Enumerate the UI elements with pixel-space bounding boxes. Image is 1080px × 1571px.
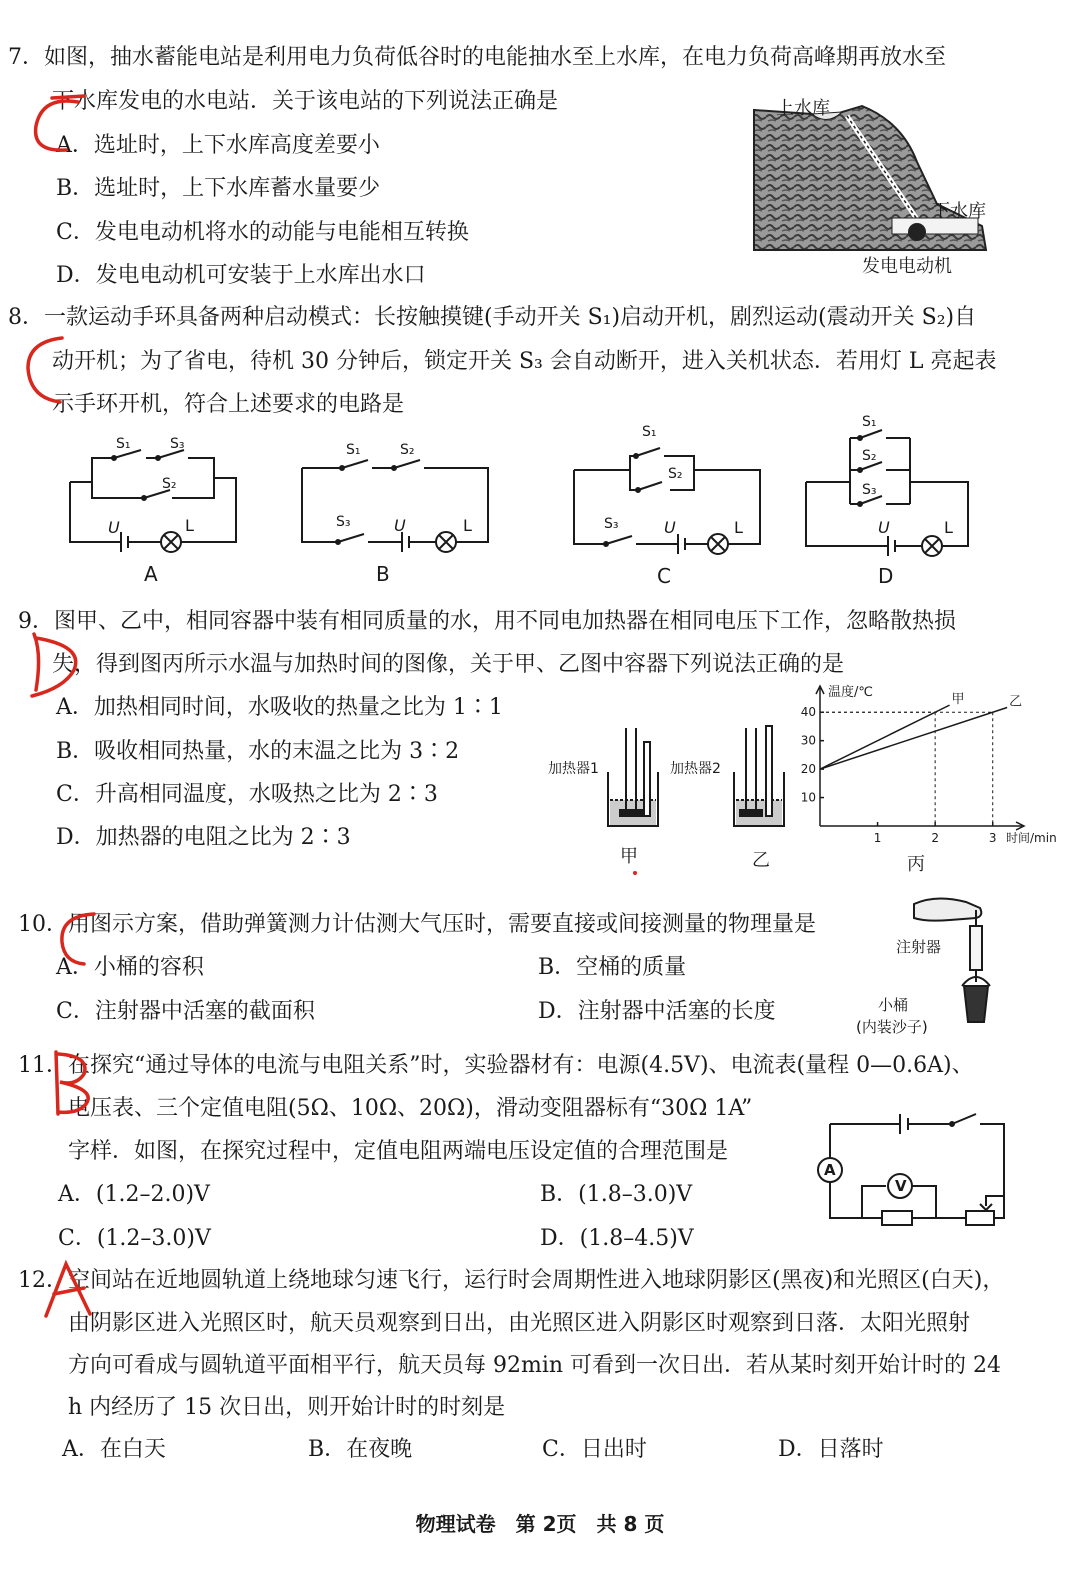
- chart-x-tick-label: 2: [931, 831, 939, 845]
- q12-stem-line4: h 内经历了 15 次日出，则开始计时的时刻是: [68, 1395, 506, 1420]
- q11-voltmeter-label: V: [895, 1177, 907, 1195]
- q12-option-d: D．日落时: [778, 1437, 884, 1462]
- q7-option-b: B．选址时，上下水库蓄水量要少: [56, 176, 381, 201]
- q8-label-b: B: [376, 562, 390, 586]
- q8b-s3: S₃: [336, 514, 351, 530]
- q8b-l: L: [463, 516, 472, 535]
- q8-stem-line1: 8．一款运动手环具备两种启动模式：长按触摸键(手动开关 S₁)启动开机，剧烈运动(震动开关 S₂)自: [8, 305, 977, 330]
- q11-stem-line3: 字样．如图，在探究过程中，定值电阻两端电压设定值的合理范围是: [68, 1139, 729, 1164]
- q8-stem-line3: 示手环开机，符合上述要求的电路是: [52, 392, 405, 417]
- q8c-l: L: [734, 518, 743, 537]
- q8b-s2: S₂: [400, 442, 415, 458]
- q8c-s1: S₁: [642, 424, 657, 440]
- q7-stem-line2: 下水库发电的水电站．关于该电站的下列说法正确是: [52, 89, 559, 114]
- q9-label-bing: 丙: [907, 854, 925, 875]
- chart-series-line-2: [820, 707, 1007, 769]
- q10-option-c: C．注射器中活塞的截面积: [56, 999, 315, 1024]
- q10-label-bucket: 小桶: [878, 996, 909, 1014]
- q8a-s3: S₃: [170, 436, 185, 452]
- chart-x-tick-label: 1: [873, 831, 882, 845]
- q8c-s2: S₂: [668, 466, 683, 482]
- q7-option-a: A．选址时，上下水库高度差要小: [56, 133, 380, 158]
- q8-stem-line2: 动开机；为了省电，待机 30 分钟后，锁定开关 S₃ 会自动断开，进入关机状态．若用灯 L 亮起表: [52, 349, 997, 374]
- q8a-s2: S₂: [162, 476, 177, 492]
- q9-label-yi: 乙: [752, 850, 770, 871]
- q8-answer-mark-c: [18, 332, 78, 408]
- q11-ammeter-label: A: [824, 1161, 836, 1179]
- q9-answer-mark-d: [22, 624, 92, 704]
- q11-answer-mark-b: [44, 1046, 100, 1120]
- q9-option-b: B．吸收相同热量，水的末温之比为 3∶2: [56, 739, 460, 764]
- q11-option-c: C．(1.2–3.0)V: [58, 1226, 211, 1251]
- q12-option-a: A．在白天: [62, 1437, 166, 1462]
- q8b-u: U: [394, 516, 406, 535]
- q8c-u: U: [664, 518, 676, 537]
- q7-answer-mark-c: [22, 92, 92, 162]
- chart-y-tick-label: 40: [800, 705, 816, 720]
- chart-y-axis-label: 温度/℃: [828, 685, 873, 700]
- q8a-l: L: [185, 516, 194, 535]
- chart-y-tick-label: 10: [800, 790, 816, 805]
- q12-option-b: B．在夜晚: [308, 1437, 413, 1462]
- q10-label-bucket-note: (内装沙子): [856, 1018, 928, 1036]
- q8d-s1: S₁: [862, 414, 877, 430]
- q11-circuit: [816, 1108, 1034, 1232]
- q11-stem-line2: 电压表、三个定值电阻(5Ω、10Ω、20Ω)，滑动变阻器标有“30Ω 1A”: [68, 1096, 753, 1121]
- chart-y-tick-label: 20: [800, 762, 816, 777]
- page-footer: 物理试卷 第 2页 共 8 页: [415, 1512, 665, 1536]
- q8c-s3: S₃: [604, 516, 619, 532]
- q8d-u: U: [878, 518, 890, 537]
- q9-label-heater1: 加热器1: [548, 761, 599, 777]
- q8b-s1: S₁: [346, 442, 361, 458]
- q9-option-d: D．加热器的电阻之比为 2∶3: [56, 825, 351, 850]
- q10-answer-mark-c: [54, 904, 114, 974]
- q7-label-motor: 发电电动机: [862, 256, 952, 277]
- q12-answer-mark-a: [38, 1258, 98, 1322]
- q12-stem-line3: 方向可看成与圆轨道平面相平行，航天员每 92min 可看到一次日出．若从某时刻开始计时的 24: [68, 1353, 1002, 1378]
- q9-option-c: C．升高相同温度，水吸热之比为 2∶3: [56, 782, 438, 807]
- q10-label-syringe: 注射器: [896, 938, 942, 956]
- q8a-s1: S₁: [116, 436, 131, 452]
- q9-option-a: A．加热相同时间，水吸收的热量之比为 1∶1: [56, 695, 503, 720]
- q11-option-d: D．(1.8–4.5)V: [540, 1226, 694, 1251]
- q10-option-a: A．小桶的容积: [56, 955, 204, 980]
- q9-beaker-jia: [604, 722, 664, 832]
- q11-option-a: A．(1.2–2.0)V: [58, 1182, 210, 1207]
- q7-option-c: C．发电电动机将水的动能与电能相互转换: [56, 220, 469, 245]
- q7-stem-line1: 7．如图，抽水蓄能电站是利用电力负荷低谷时的电能抽水至上水库，在电力负荷高峰期再放水至: [8, 45, 947, 70]
- q8-circuit-b: [298, 440, 493, 554]
- chart-y-tick-label: 30: [800, 733, 816, 748]
- q12-stem-line1: 12．空间站在近地圆轨道上绕地球匀速飞行，运行时会周期性进入地球阴影区(黑夜)和光照区(白天)，: [18, 1268, 1005, 1293]
- chart-series-line-1: [820, 705, 950, 769]
- q9-label-heater2: 加热器2: [670, 761, 721, 777]
- q9-stem-line1: 9．图甲、乙中，相同容器中装有相同质量的水，用不同电加热器在相同电压下工作，忽略散热损: [18, 609, 957, 634]
- q11-option-b: B．(1.8–3.0)V: [540, 1182, 693, 1207]
- q7-label-upper: 上水库: [776, 98, 830, 119]
- q7-option-d: D．发电电动机可安装于上水库出水口: [56, 263, 426, 288]
- chart-series-label-2: 乙: [1009, 694, 1023, 710]
- q10-stem: 10．用图示方案，借助弹簧测力计估测大气压时，需要直接或间接测量的物理量是: [18, 912, 816, 937]
- q9-label-jia: 甲: [620, 846, 638, 867]
- q9-stem-line2: 失，得到图丙所示水温与加热时间的图像，关于甲、乙图中容器下列说法正确的是: [52, 652, 845, 677]
- q9-temperature-chart: [784, 685, 1057, 862]
- q8a-u: U: [108, 518, 120, 537]
- q7-label-lower: 下水库: [932, 201, 986, 222]
- q8-label-d: D: [878, 564, 894, 588]
- q8-circuit-c: [570, 440, 765, 556]
- q10-option-d: D．注射器中活塞的长度: [538, 999, 776, 1024]
- q11-stem-line1: 11．在探究“通过导体的电流与电阻关系”时，实验器材有：电源(4.5V)、电流表(量程 0—0.6A)、: [18, 1053, 974, 1078]
- q10-figure-syringe-bucket: [906, 890, 1036, 1030]
- q8d-l: L: [944, 518, 953, 537]
- chart-x-axis-label: 时间/min: [1006, 831, 1057, 845]
- q8-label-a: A: [144, 562, 158, 586]
- q8-circuit-a: [66, 434, 241, 554]
- q8d-s3: S₃: [862, 482, 877, 498]
- q12-stem-line2: 由阴影区进入光照区时，航天员观察到日出，由光照区进入阴影区时观察到日落．太阳光照射: [68, 1311, 971, 1336]
- q12-option-c: C．日出时: [542, 1437, 647, 1462]
- chart-series-label-1: 甲: [951, 692, 965, 708]
- q8d-s2: S₂: [862, 448, 877, 464]
- q8-label-c: C: [657, 564, 671, 588]
- q9-beaker-yi: [730, 722, 790, 832]
- chart-x-tick-label: 3: [988, 831, 997, 845]
- q10-option-b: B．空桶的质量: [538, 955, 687, 980]
- red-dot: [632, 870, 638, 876]
